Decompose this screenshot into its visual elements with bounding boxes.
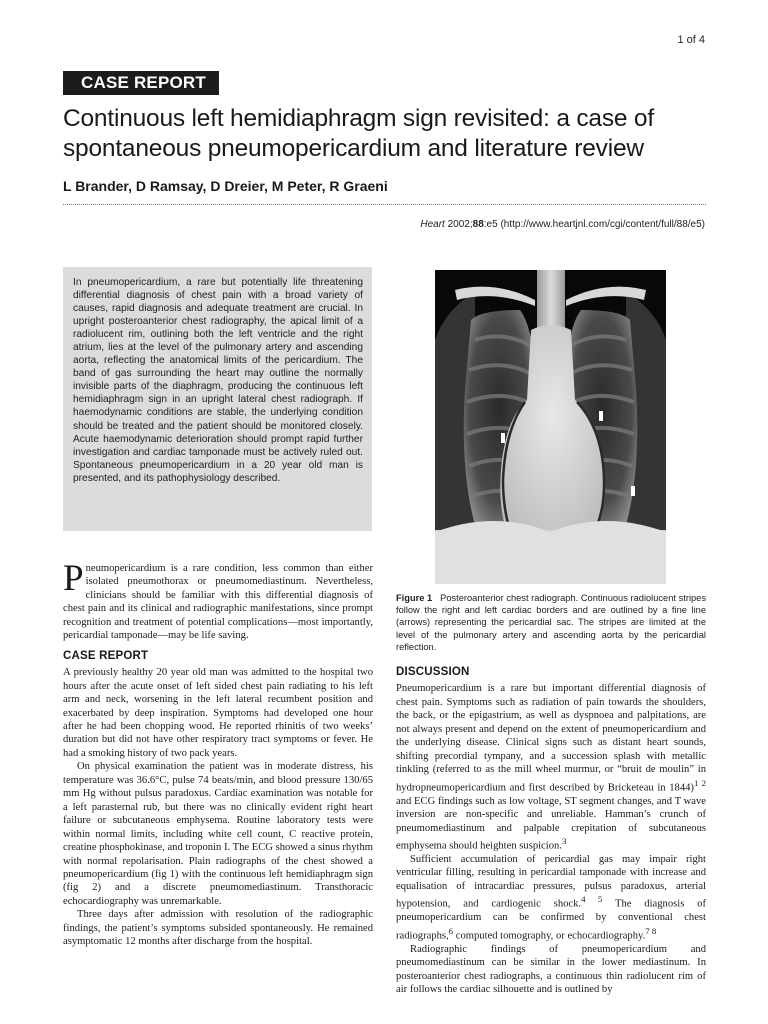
- intro-text: neumopericardium is a rare condition, less common than either isolated pneumothorax or pneumomediastinum. Nevertheless, clinicians should be familiar with this differential diagnosis of chest pain and its clinical and radiographic manifestations, since prompt recognition and treatment of potential complications—most importantly, pericardial tamponade—may be life saving.: [63, 563, 373, 642]
- drop-cap: P: [63, 558, 84, 599]
- figure-caption: [396, 592, 706, 653]
- page-number: 1 of 4: [677, 34, 705, 46]
- case-paragraph-2: On physical examination the patient was in moderate distress, his temperature was 36.6°C, pulse 74 beats/min, and blood pressure 130/65 mm Hg without pulsus paradoxus. Cardiac examination was notable for a left parasternal rub, but there was no clinically evident right heart failure or subcutaneous emphysema. Routine laboratory tests were within normal limits, including white cell count, C reactive protein, creatine phosphokinase, and troponin I. The ECG showed a sinus rhythm with normal repolarisation. Plain radiographs of the chest showed a pneumopericardium (fig 1) with the continuous left hemidiaphragm sign (fig 2) and a discrete pneumomediastinum. Transthoracic echocardiography was unremarkable.: [63, 761, 373, 907]
- radiograph-image: [435, 270, 666, 584]
- citation-year: 2002;: [444, 219, 473, 230]
- dotted-divider: [63, 204, 706, 205]
- author-list: L Brander, D Ramsay, D Dreier, M Peter, R Graeni: [63, 178, 388, 194]
- citation-line: [420, 219, 705, 230]
- reference-sup: 7 8: [645, 925, 657, 936]
- discussion-paragraph-3: Radiographic findings of pneumopericardium and pneumomediastinum can be similar in the lower mediastinum. In posteroanterior chest radiographs, a continuous thin radiolucent rim of air follows the cardiac silhouette and is outlined by: [396, 943, 706, 996]
- figure-label: Figure 1: [396, 593, 433, 603]
- disc-p2-text-a: Sufficient accumulation of pericardial gas may impair right ventricular filling, resulting in pericardial tamponade with increase and equalisation of intracardiac pressures, pulsus paradoxus, arterial hypotension, and cardiogenic shock.: [396, 853, 706, 910]
- reference-sup: 6: [448, 925, 454, 936]
- discussion-paragraph-1: [396, 682, 706, 853]
- case-report-heading: CASE REPORT: [63, 649, 149, 662]
- citation-volume: 88: [472, 219, 484, 230]
- reference-sup: 1 2: [693, 777, 706, 788]
- discussion-paragraph-2: [396, 853, 706, 943]
- case-paragraph-1: A previously healthy 20 year old man was admitted to the hospital two hours after the acute onset of left sided chest pain radiating to his left arm and neck, worsening in the left lateral recumbent position and exacerbated by deep inspiration. Symptoms had developed one hour after he had been chopping wood. He reported rhinitis of two weeks’ duration but did not have other respiratory tract symptoms or fever. He had a smoking history of two pack years.: [63, 667, 373, 759]
- intro-paragraph: [63, 558, 373, 643]
- reference-sup: 3: [561, 835, 567, 846]
- disc-p1-text-a: Pneumopericardium is a rare but important differential diagnosis of chest pain. Symptoms such as radiation of pain towards the shoulders, the back, or the epigastrium, as well as dyspnoea and palpitations, are not always present and depend on the extent of pneumopericardium and the underlying disease. Clinical signs such as distant heart sounds, shifting precordial tympany, and a succession splash with metallic tinkling (referred to as the mill wheel murmur, or “bruit de moulin” in hydropneumopericardium and first described by Bricketeau in 1844): [396, 683, 706, 794]
- left-column: [63, 558, 373, 949]
- article-title: Continuous left hemidiaphragm sign revisited: a case of spontaneous pneumopericardium and literature review: [63, 105, 654, 162]
- discussion-heading: DISCUSSION: [396, 666, 470, 678]
- journal-name: Heart: [420, 219, 445, 230]
- article-type-label: CASE REPORT: [63, 71, 219, 95]
- abstract-box: In pneumopericardium, a rare but potentially life threatening differential diagnosis of chest pain with a broad variety of causes, rapid diagnosis and adequate treatment are crucial. In upright posteroanterior chest radiography, the apical limit of a radiolucent rim, outlining both the left ventricle and the right atrium, lies at the level of the pulmonary artery and ascending aorta, reflecting the anatomical limits of the pericardium. The band of gas surrounding the heart may outline the normally invisible parts of the diaphragm, producing the continuous left hemidiaphragm sign in an upright lateral chest radiograph. If haemodynamic conditions are stable, the underlying condition should be treated and the patient should be monitored closely. Acute haemodynamic deterioration should prompt rapid further investigation and cardiac tamponade must be actively ruled out. Spontaneous pneumopericardium in a 20 year old man is presented, and its pathophysiology described.: [63, 267, 372, 531]
- figure-caption-text: Posteroanterior chest radiograph. Continuous radiolucent stripes follow the right and left cardiac borders and are outlined by a fine line (arrows) representing the pericardial sac. The stripes are limited at the level of the pulmonary artery and ascending aorta by the pericardial reflection.: [396, 593, 706, 652]
- citation-url: :e5 (http://www.heartjnl.com/cgi/content/full/88/e5): [483, 219, 705, 230]
- chest-radiograph-figure: [435, 270, 666, 584]
- reference-sup: 4 5: [581, 894, 603, 905]
- case-paragraph-3: Three days after admission with resolution of the radiographic findings, the patient’s symptoms subsided spontaneously. He remained asymptomatic 12 months after discharge from the hospital.: [63, 909, 373, 948]
- disc-p1-text-b: and ECG findings such as low voltage, ST segment changes, and T wave inversion are non-specific and unreliable. Hamman’s crunch of pneumomediastinum and palpable crepitation of subcutaneous emphysema should heighten suspicion.: [396, 795, 706, 852]
- right-column: [396, 666, 706, 997]
- disc-p2-text-c: computed tomography, or echocardiography.: [453, 930, 646, 942]
- disc-p2-text-b: The diagnosis of pneumopericardium can be confirmed by conventional chest radiographs,: [396, 898, 706, 942]
